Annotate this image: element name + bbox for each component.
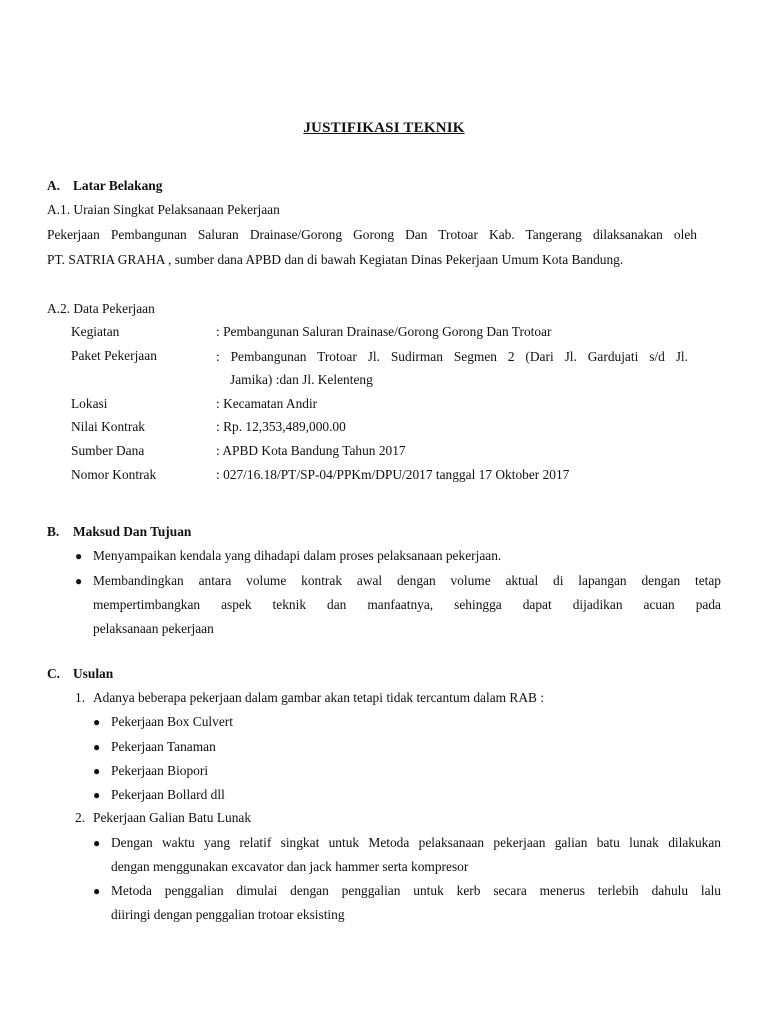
data-row-value: : APBD Kota Bandung Tahun 2017 — [216, 443, 406, 458]
bullet-icon: ● — [93, 884, 101, 898]
data-row-label: Paket Pekerjaan — [71, 348, 157, 363]
data-row-label: Sumber Dana — [71, 443, 145, 458]
section-a1-line-1: Pekerjaan Pembangunan Saluran Drainase/Gorong Gorong Dan Trotoar Kab. Tangerang dilaksanakan oleh — [47, 227, 697, 242]
data-row-nomor-kontrak — [71, 467, 711, 487]
section-a-letter: A. — [47, 178, 61, 193]
usulan-2-sub-2-line-2: diiringi dengan penggalian trotoar eksisting — [111, 907, 345, 922]
usulan-sub-item: Pekerjaan Box Culvert — [111, 714, 233, 729]
section-a-title: Latar Belakang — [73, 178, 163, 193]
data-row-value: : Kecamatan Andir — [216, 396, 318, 411]
data-row-label: Nilai Kontrak — [71, 419, 146, 434]
data-row-sumber-dana — [71, 443, 711, 463]
section-b-bullet-2-line-2: mempertimbangkan aspek teknik dan manfaatnya, sehingga dapat dijadikan acuan pada — [93, 597, 721, 612]
usulan-item-2-text: Pekerjaan Galian Batu Lunak — [93, 810, 252, 825]
section-c-title: Usulan — [73, 666, 114, 681]
section-b-bullet-2-line-1: Membandingkan antara volume kontrak awal dengan volume aktual di lapangan dengan tetap — [93, 573, 721, 588]
document-title: JUSTIFIKASI TEKNIK — [303, 120, 465, 136]
data-row-lokasi — [71, 396, 711, 416]
usulan-item-1-number: 1. — [75, 690, 86, 705]
bullet-icon: ● — [93, 836, 101, 850]
section-a1-line-2: PT. SATRIA GRAHA , sumber dana APBD dan di bawah Kegiatan Dinas Pekerjaan Umum Kota Bandung. — [47, 252, 624, 267]
section-b-letter: B. — [47, 524, 60, 539]
bullet-icon: ● — [75, 549, 83, 563]
usulan-sub-item: Pekerjaan Tanaman — [111, 739, 216, 754]
data-row-label: Kegiatan — [71, 324, 120, 339]
data-row-value: : Pembangunan Saluran Drainase/Gorong Gorong Dan Trotoar — [216, 324, 552, 339]
usulan-sub-item: Pekerjaan Bollard dll — [111, 787, 225, 802]
data-row-value-continued: Jamika) :dan Jl. Kelenteng — [230, 372, 373, 387]
data-row-value: : 027/16.18/PT/SP-04/PPKm/DPU/2017 tanggal 17 Oktober 2017 — [216, 467, 570, 482]
usulan-2-sub-1-line-1: Dengan waktu yang relatif singkat untuk Metoda pelaksanaan pekerjaan galian batu lunak dilakukan — [111, 835, 721, 850]
usulan-2-sub-1-line-2: dengan menggunakan excavator dan jack hammer serta kompresor — [111, 859, 469, 874]
usulan-item-2-number: 2. — [75, 810, 86, 825]
data-row-value: : Rp. 12,353,489,000.00 — [216, 419, 346, 434]
data-row-kegiatan — [71, 324, 711, 344]
section-b-bullet-1: Menyampaikan kendala yang dihadapi dalam proses pelaksanaan pekerjaan. — [93, 548, 502, 563]
data-row-label: Nomor Kontrak — [71, 467, 157, 482]
section-b-title: Maksud Dan Tujuan — [73, 524, 192, 539]
bullet-icon: ● — [93, 715, 101, 729]
data-row-nilai-kontrak — [71, 419, 711, 439]
data-row-paket — [71, 348, 711, 392]
bullet-icon: ● — [93, 788, 101, 802]
usulan-2-sub-2-line-1: Metoda penggalian dimulai dengan penggalian untuk kerb secara menerus terlebih dahulu lalu — [111, 883, 721, 898]
bullet-icon: ● — [93, 740, 101, 754]
usulan-item-1-text: Adanya beberapa pekerjaan dalam gambar akan tetapi tidak tercantum dalam RAB : — [93, 690, 544, 705]
data-row-value: : Pembangunan Trotoar Jl. Sudirman Segmen 2 (Dari Jl. Gardujati s/d Jl. — [216, 349, 688, 364]
data-row-label: Lokasi — [71, 396, 108, 411]
section-c-letter: C. — [47, 666, 61, 681]
section-a2-heading: A.2. Data Pekerjaan — [47, 301, 155, 316]
usulan-sub-item: Pekerjaan Biopori — [111, 763, 209, 778]
section-a1-heading: A.1. Uraian Singkat Pelaksanaan Pekerjaan — [47, 202, 280, 217]
bullet-icon: ● — [93, 764, 101, 778]
bullet-icon: ● — [75, 574, 83, 588]
section-b-bullet-2-line-3: pelaksanaan pekerjaan — [93, 621, 214, 636]
